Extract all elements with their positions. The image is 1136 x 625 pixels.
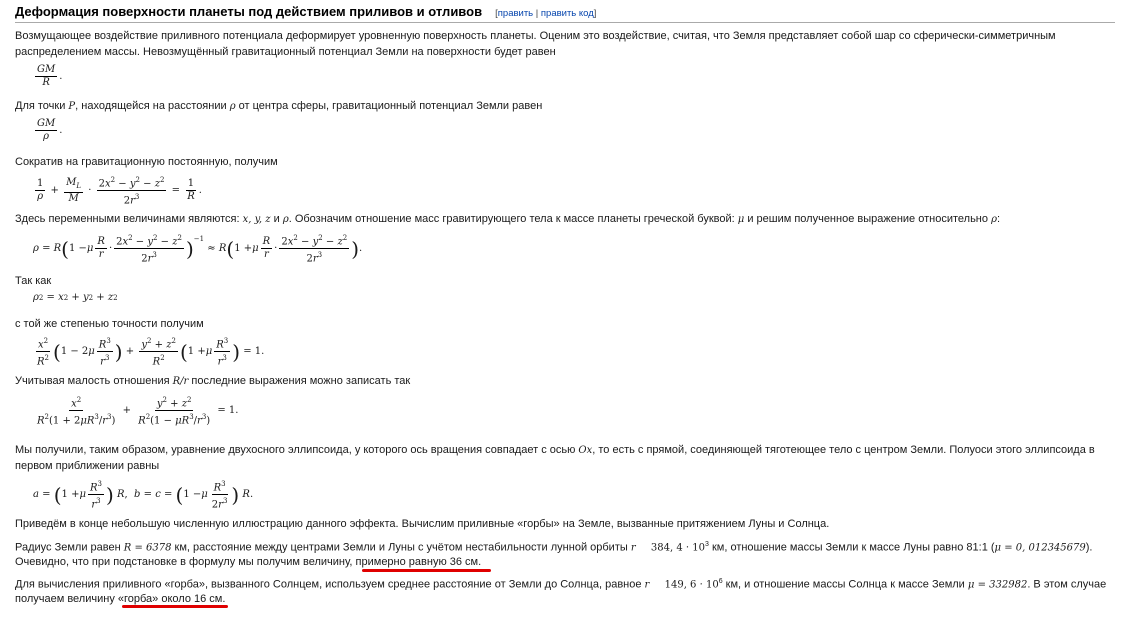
paragraph-1-line-1: Возмущающее воздействие приливного потенциала деформирует уровненную поверхность планеты. Оценим это воздействие, считая, что Земля представляет собой шар со сферически-симметричным: [15, 30, 1056, 42]
edit-link[interactable]: править: [497, 8, 534, 19]
p2-text-a: Для точки: [15, 100, 66, 112]
section-heading: [15, 4, 1115, 23]
p8-Ox: Ox: [578, 445, 593, 456]
p2-text-b: , находящейся на расстоянии: [75, 100, 227, 112]
paragraph-10-line-2: [15, 554, 481, 570]
formula-2-numerator: GM: [37, 118, 56, 129]
p4-and: и: [273, 213, 280, 225]
paragraph-4: [15, 211, 1000, 228]
formula-reduced: $\frac{1}{\rho}$ + $\frac{M_L}{M}$ · $\frac{2x^2 - y^2 - z^2}{2r^3}$ = $\frac{1}{R}$ .: [37, 176, 202, 207]
paragraph-8-line-1: [15, 442, 1095, 459]
p4-colon: :: [996, 213, 1001, 225]
p2-var-rho: ρ: [229, 101, 236, 112]
p4-text-c: и решим полученное выражение относительно: [747, 213, 988, 225]
p11-r-exp: 6: [718, 578, 723, 585]
p10-text-d: Очевидно, что при подстановке в формулу мы получим величину,: [15, 556, 353, 568]
p4-rho-2: ρ: [991, 214, 997, 225]
p10-mu: μ = 0, 012345679: [994, 542, 1086, 554]
p10-r-value: 384, 4 · 10: [650, 542, 705, 554]
p8-text-b: , то есть с прямой, соединяющей тяготеющее тело с центром Земли. Полуоси этого эллипсоида в: [592, 444, 1095, 456]
p10-text-b: км, расстояние между центрами Земли и Луны с учётом нестабильности лунной орбиты: [174, 541, 628, 554]
formula-ellipsoid-1: $\frac{x^2}{R^2}$ ( 1 − 2 μ $\frac{R^3}{r^3}$ ) + $\frac{y^2 + z^2}{R^2}$ ( 1 + μ $\frac{R^3}{r^3}$ ) = 1.: [37, 337, 265, 368]
p4-text-b: . Обозначим отношение масс гравитирующего тела к массе планеты греческой буквой:: [288, 213, 735, 225]
formula-1-numerator: GM: [37, 64, 56, 75]
edit-separator: |: [535, 8, 539, 19]
p4-mu: μ: [737, 214, 745, 225]
paragraph-9: Приведём в конце небольшую численную иллюстрацию данного эффекта. Вычислим приливные «горбы» на Земле, вызванные притяжением Луны и Солнца.: [15, 518, 830, 530]
edit-bracket-close: ]: [593, 8, 597, 19]
formula-ellipsoid-2: $\frac{x^2}{R^2(1 + 2\mu R^3/r^3)}$ + $\frac{y^2 + z^2}{R^2(1 - \mu R^3/r^3)}$ = 1.: [37, 396, 239, 427]
p11-text-c: . В этом случае: [1027, 578, 1107, 591]
p11-r-value: 149, 6 · 10: [664, 579, 719, 591]
formula-potential-surface: $\frac{GM}{R}$ .: [37, 64, 63, 88]
edit-bracket-open: [: [495, 8, 498, 19]
paragraph-5: Так как: [15, 275, 52, 287]
formula-rho-solution: ρ = R ( 1 − μ $\frac{R}{r}$ · $\frac{2x^2 - y^2 - z^2}{2r^3}$ ) −1 ≈ R ( 1 + μ $\frac{R}{r}$ · $\frac{2x^2 - y^2 - z^2}{2r^3}$ ) .: [33, 234, 363, 265]
p10-close: ).: [1085, 541, 1093, 554]
paragraph-8-line-2: первом приближении равны: [15, 460, 160, 472]
p7-text-b: последние выражения можно записать так: [191, 375, 411, 387]
formula-semiaxes: a = ( 1 + μ $\frac{R^3}{r^3}$ ) R , b = c = ( 1 − μ $\frac{R^3}{2r^3}$ ) R .: [33, 480, 254, 511]
formula-2-denominator: ρ: [43, 131, 50, 142]
paragraph-2: [15, 98, 542, 115]
p11-text-a: Для вычисления приливного «горба», вызванного Солнцем, используем среднее расстояние от Земли до Солнца, равное: [15, 578, 642, 591]
p7-text-a: Учитывая малость отношения: [15, 375, 170, 387]
p11-r: r: [644, 579, 650, 591]
formula-1-denominator: R: [42, 77, 50, 88]
moon-tide-result: примерно равную 36 см.: [355, 556, 482, 568]
section-title: Деформация поверхности планеты под действием приливов и отливов: [15, 4, 483, 19]
edit-code-link[interactable]: править код: [540, 8, 594, 19]
p7-ratio: R/r: [172, 376, 189, 387]
p10-r: r: [630, 542, 636, 554]
p4-rho: ρ: [282, 214, 289, 225]
p10-R: R = 6378: [123, 542, 172, 554]
p4-text-a: Здесь переменными величинами являются:: [15, 213, 240, 225]
paragraph-7: [15, 373, 410, 390]
p10-r-exp: 3: [704, 541, 709, 548]
sun-tide-result: «горба» около 16 см.: [117, 593, 226, 605]
p2-var-P: P: [68, 101, 76, 112]
formula-potential-point: $\frac{GM}{\rho}$ .: [37, 118, 63, 142]
p10-text-a: Радиус Земли равен: [15, 541, 121, 554]
sun-tide-red-underline: [122, 605, 228, 608]
p11-text-d: получаем величину: [15, 593, 115, 605]
formula-rho-squared: ρ 2 = x 2 + y 2 + z 2: [33, 292, 118, 303]
moon-tide-red-underline: [362, 569, 491, 572]
p11-mu: μ = 332982: [967, 579, 1028, 591]
p8-text-a: Мы получили, таким образом, уравнение двухосного эллипсоида, у которого ось вращения совпадает с осью: [15, 444, 576, 456]
paragraph-1-line-2: распределением массы. Невозмущённый гравитационный потенциал Земли на поверхности будет равен: [15, 46, 556, 58]
p10-text-c: км, отношение массы Земли к массе Луны равно 81:1 (: [711, 541, 995, 554]
p2-text-c: от центра сферы, гравитационный потенциал Земли равен: [238, 100, 543, 112]
edit-section-links: [495, 8, 596, 19]
paragraph-3: Сократив на гравитационную постоянную, получим: [15, 156, 278, 168]
paragraph-6: с той же степенью точности получим: [15, 318, 204, 330]
p11-text-b: км, и отношение массы Солнца к массе Земли: [725, 578, 965, 591]
p4-vars: x, y, z: [242, 214, 271, 225]
